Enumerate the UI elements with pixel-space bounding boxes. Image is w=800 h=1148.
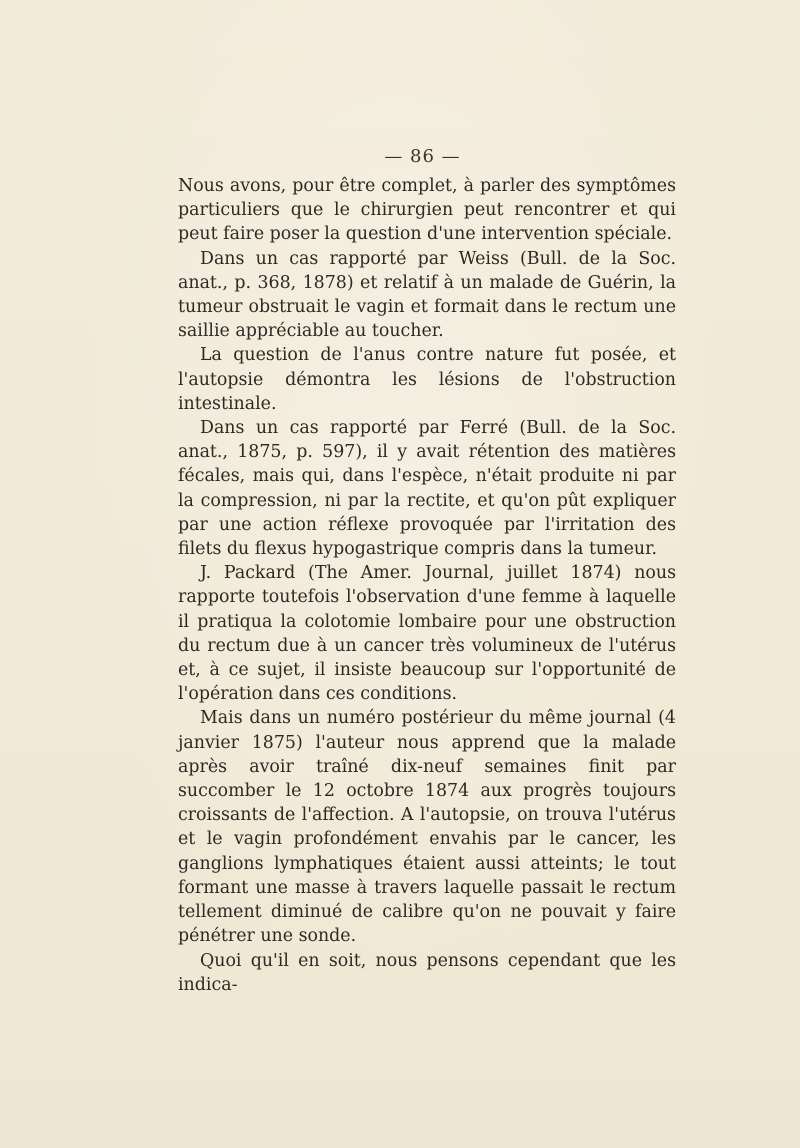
paragraph: Mais dans un numéro postérieur du même journal (4 janvier 1875) l'auteur nous apprend que la malade après avoir traîné dix-neuf semaines finit par succomber le 12 octobre 1874 aux progrès toujours croissants de l'affection. A l'autopsie, on trouva l'utérus et le vagin profondément envahis par le cancer, les ganglions lymphatiques étaient aussi atteints; le tout formant une masse à travers laquelle passait le rectum tellement diminué de calibre qu'on ne pouvait y faire pénétrer une sonde. bbox=[178, 708, 676, 947]
paragraph: Dans un cas rapporté par Ferré (Bull. de la Soc. anat., 1875, p. 597), il y avait rétention des matières fécales, mais qui, dans l'espèce, n'était produite ni par la compression, ni par la rectite, et qu'on pût expliquer par une action réflexe provoquée par l'irritation des filets du flexus hypogastrique compris dans la tumeur. bbox=[178, 418, 676, 560]
paragraph: La question de l'anus contre nature fut posée, et l'autopsie démontra les lésions de l'obstruction intestinale. bbox=[178, 345, 676, 414]
page-number: — 86 — bbox=[384, 146, 461, 167]
body-text bbox=[178, 174, 676, 997]
paragraph: Quoi qu'il en soit, nous pensons cependant que les indica- bbox=[178, 950, 676, 995]
paragraph: J. Packard (The Amer. Journal, juillet 1874) nous rapporte toutefois l'observation d'une femme à laquelle il pratiqua la colotomie lombaire pour une obstruction du rectum due à un cancer très volumineux de l'utérus et, à ce sujet, il insiste beaucoup sur l'opportunité de l'opération dans ces conditions. bbox=[178, 563, 676, 705]
paragraph: Nous avons, pour être complet, à parler des symptômes particuliers que le chirurgien peut rencontrer et qui peut faire poser la question d'une intervention spéciale. bbox=[178, 176, 676, 245]
paragraph: Dans un cas rapporté par Weiss (Bull. de la Soc. anat., p. 368, 1878) et relatif à un malade de Guérin, la tumeur obstruait le vagin et formait dans le rectum une saillie appréciable au toucher. bbox=[178, 248, 676, 342]
